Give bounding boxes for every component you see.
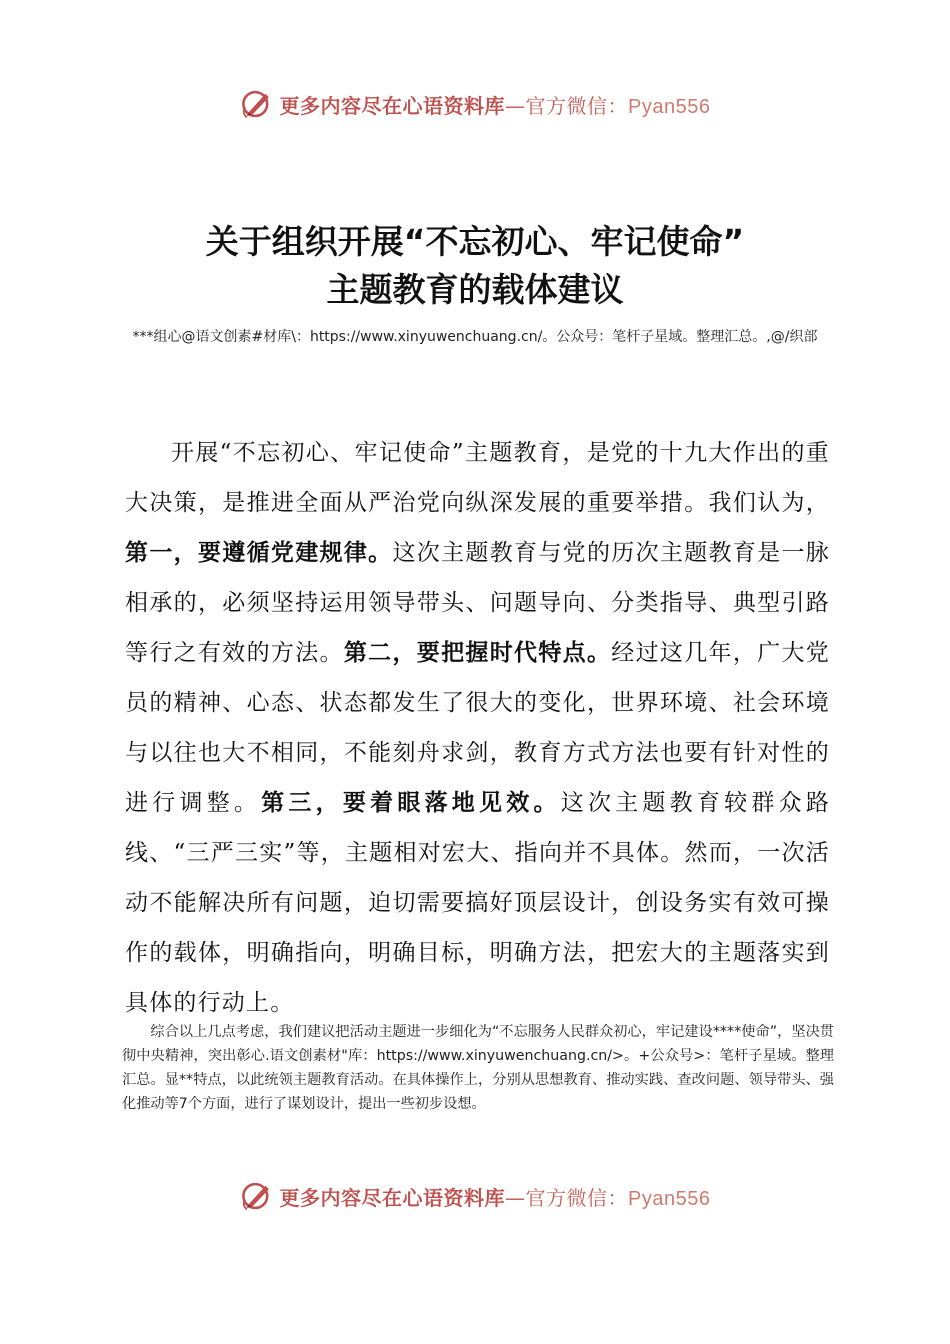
point-one-heading: 第一，要遵循党建规律。 bbox=[125, 539, 393, 566]
para1-text-4: 这次主题教育较群众路线、“三严三实”等，主题相对宏大、指向并不具体。然而，一次活动不能解决所有问题，迫切需要搞好顶层设计，创设务实有效可操作的载体，明确指向，明确目标，明确方法，把宏大的主题落实到具体的行动上。 bbox=[125, 790, 831, 1016]
banner-main: 更多内容尽在心语资料库 bbox=[279, 1185, 506, 1210]
footer-banner bbox=[0, 1176, 950, 1216]
banner-content bbox=[240, 1179, 711, 1213]
document-title-line2: 主题教育的载体建议 bbox=[326, 270, 624, 309]
header-banner bbox=[0, 84, 950, 124]
document-title-line1: 关于组织开展“不忘初心、牢记使命” bbox=[205, 222, 745, 261]
banner-wechat-id: Pyan556 bbox=[628, 1187, 711, 1210]
para1-text-1: 开展“不忘初心、牢记使命”主题教育，是党的十九大作出的重大决策，是推进全面从严治党向纵深发展的重要举措。我们认为， bbox=[125, 440, 830, 516]
banner-wechat-id: Pyan556 bbox=[628, 95, 711, 118]
banner-text bbox=[280, 90, 711, 119]
para1-text-3: 经过这几年，广大党员的精神、心态、状态都发生了很大的变化，世界环境、社会环境与以往也大不相同，不能刻舟求剑，教育方式方法也要有针对性的进行调整。 bbox=[125, 640, 830, 816]
banner-content bbox=[240, 87, 711, 121]
banner-separator: — bbox=[505, 1185, 526, 1210]
banner-subtitle: 官方微信： bbox=[525, 93, 629, 118]
point-three-heading: 第三，要着眼落地见效。 bbox=[261, 789, 561, 816]
point-two-heading: 第二，要把握时代特点。 bbox=[343, 639, 612, 666]
banner-main: 更多内容尽在心语资料库 bbox=[279, 93, 506, 118]
banner-separator: — bbox=[505, 93, 526, 118]
para1-text-2: 这次主题教育与党的历次主题教育是一脉相承的，必须坚持运用领导带头、问题导向、分类指导、典型引路等行之有效的方法。 bbox=[125, 540, 830, 666]
source-note: ***组心@语文创素#材库\：https://www.xinyuwenchuang.cn/。公众号：笔杆子星域。整理汇总。,@/织部 bbox=[132, 329, 818, 345]
banner-text bbox=[280, 1182, 711, 1211]
pen-logo-icon bbox=[240, 1179, 274, 1213]
pen-logo-icon bbox=[240, 87, 274, 121]
summary-paragraph: 综合以上几点考虑，我们建议把活动主题进一步细化为“不忘服务人民群众初心，牢记建设****使命”，坚决贯彻中央精神，突出彰心.语文创素材"库：https://www.xinyuwenchuang.cn/>。+公众号>：笔杆子星域。整理汇总。显**特点，以此统领主题教育活动。在具体操作上，分别从思想教育、推动实践、查改问题、领导带头、强化推动等7个方面，进行了谋划设计，提出一些初步设想。 bbox=[122, 1024, 834, 1112]
main-paragraph bbox=[125, 428, 830, 1028]
banner-subtitle: 官方微信： bbox=[525, 1185, 629, 1210]
